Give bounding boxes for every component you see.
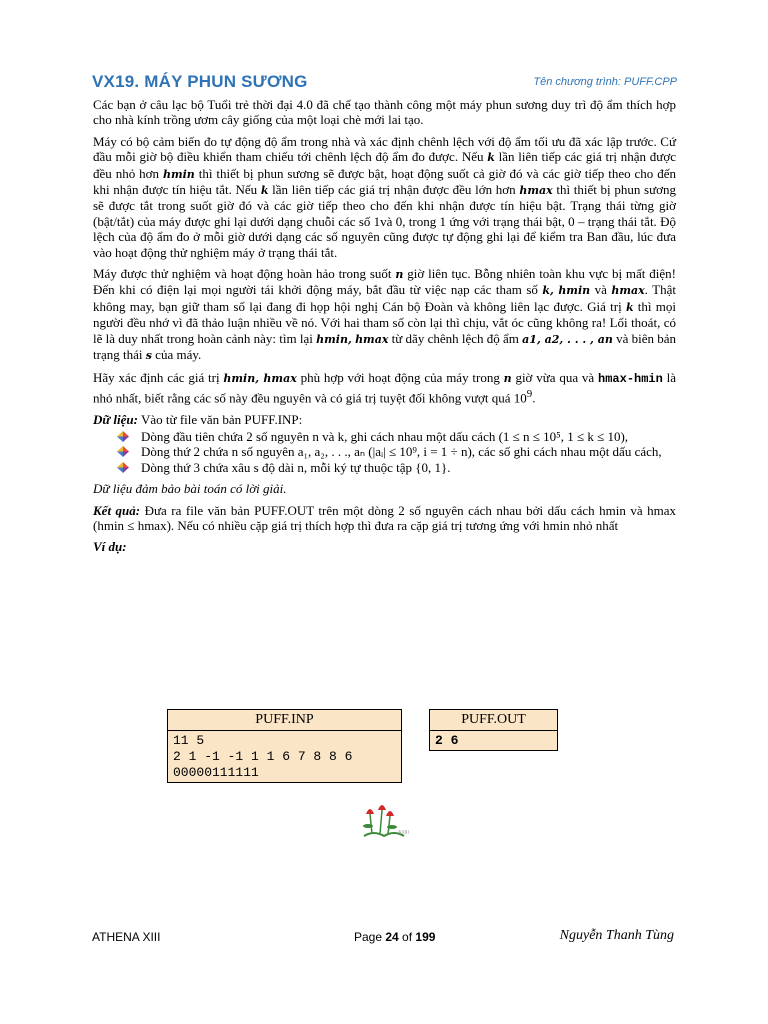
output-label: Kết quả: [93, 502, 141, 518]
sensor-paragraph [93, 134, 676, 260]
var-hmax: hmax [611, 284, 645, 298]
example-input-line: 2 1 -1 -1 1 1 6 7 8 8 6 [173, 749, 353, 764]
var-hmax: hmax [519, 184, 553, 198]
example-output-title: PUFF.OUT [430, 710, 557, 731]
var-hmin-hmax: hmin, hmax [223, 371, 297, 385]
page-prefix: Page [354, 930, 386, 944]
bullet-text: Dòng đầu tiên chứa 2 số nguyên n và k, ghi cách nhau một dấu cách (1 ≤ n ≤ 10⁵, 1 ≤ k ≤ 10), [141, 429, 629, 445]
example-input-line: 00000111111 [173, 765, 259, 780]
exponent: 9 [526, 387, 533, 400]
var-k: k [625, 300, 634, 314]
text-run: thì thiết bị phun sương sẽ được tắt trong suốt giờ đó và các giờ tiếp theo cho đến khi nhận được tín hiệu bật. Trạng thái từng giờ (bật/tắt) của máy được ghi lại dưới dạng chuỗi các số 1và 0, trong 1 ứng với trạng thái bật, 0 – trạng thái tắt. Độ lệch của độ ẩm đo ở mỗi giờ dưới dạng các số nguyên cũng được tự động ghi lại để kiểm tra Ban đầu, lúc đưa vào hoạt động thử nghiệm máy ở trạng thái tắt. [93, 182, 676, 260]
text-run: thì thiết bị phun sương sẽ được bật, hoạt động suốt cả giờ đó và các giờ tiếp theo cho đến khi nhận được tín hiệu tắt. Nếu [93, 165, 676, 198]
current-page: 24 [385, 930, 399, 944]
text-run: Hãy xác định các giá trị [93, 369, 224, 385]
text-run: lần liên tiếp các giá trị nhận được đều nhỏ hơn [93, 149, 676, 181]
text-run: Máy có bộ cảm biến đo tự động độ ẩm trong nhà và xác định chênh lệch với độ ẩm tối ưu đã xác lập trước. Cứ đầu mỗi giờ bộ điều khiển tham chiếu tới chênh lệch độ ẩm đo được. Nếu [93, 133, 676, 165]
bullet-item [93, 460, 676, 475]
var-k: k, [542, 284, 554, 298]
var-hmin: hmin, [316, 332, 352, 346]
var-k: k [487, 151, 495, 165]
outage-paragraph [93, 266, 676, 363]
pinwheel-bullet-icon [117, 462, 129, 473]
author-name: Nguyễn Thanh Tùng [559, 928, 674, 943]
input-spec [93, 412, 676, 427]
example-output-line: 2 6 [435, 733, 459, 748]
example-label: Ví dụ: [93, 539, 127, 555]
text-run: Máy được thử nghiệm và hoạt động hoàn hảo trong suốt [93, 266, 396, 282]
var-difference: hmax-hmin [598, 371, 663, 386]
problem-body [93, 97, 676, 561]
input-description: Vào từ file văn bản PUFF.INP: [137, 411, 303, 427]
bullet-item [93, 444, 676, 459]
output-description: Đưa ra file văn bản PUFF.OUT trên một dòng 2 số nguyên cách nhau bởi dấu cách hmin và hmax (hmin ≤ hmax). Nếu có nhiều cặp giá trị thích hợp thì đưa ra cặp giá trị tương ứng với hmin nhỏ nhất [93, 502, 676, 534]
svg-text:AXIII: AXIII [398, 830, 409, 836]
var-k: k [260, 184, 269, 198]
footer-left-label: ATHENA XIII [92, 930, 161, 944]
var-hmin: hmin [162, 167, 195, 181]
text-run: từ dãy chênh lệch độ ẩm [388, 330, 523, 346]
example-input-title: PUFF.INP [168, 710, 401, 731]
text-run: thì mọi người đều nhớ vì đã thảo luận nhiều về nó. Với hai tham số còn lại thì chịu, vắt óc cũng không ra! Lối thoát, có lẽ là duy nhất trong hoàn cảnh này: tìm lại [93, 298, 676, 346]
text-run: . [532, 390, 536, 406]
var-n: n [395, 268, 404, 282]
problem-title: VX19. MÁY PHUN SƯƠNG [92, 72, 308, 91]
guarantee-note: Dữ liệu đảm bảo bài toán có lời giải. [93, 481, 287, 497]
text-run: phù hợp với hoạt động của máy trong [296, 369, 504, 385]
text-run: . Thật không may, bạn giữ tham số lại đang đi họp hội nghị Cán bộ Đoàn và không liên lạc được. Giá trị [93, 282, 676, 314]
text-run: và [590, 282, 612, 298]
var-sequence-a: a1, a2, . . . , an [522, 332, 613, 346]
bullet-text: Dòng thứ 2 chứa n số nguyên a₁, a₂, . . ., aₙ (|aᵢ| ≤ 10⁹, i = 1 ÷ n), các số ghi cách nhau một dấu cách, [141, 444, 662, 460]
input-label: Dữ liệu: [93, 411, 138, 427]
bullet-item [93, 429, 676, 444]
var-hmax: hmax [355, 332, 389, 346]
text-run: giờ liên tục. Bỗng nhiên toàn khu vực bị mất điện! Đến khi có điện lại mọi người tái khởi động máy, bắt đầu từ việc nạp các tham số [93, 266, 676, 298]
pinwheel-bullet-icon [117, 446, 129, 457]
text-run: lần liên tiếp các giá trị nhận được đều lớn hơn [268, 182, 520, 198]
page-number [354, 930, 435, 944]
text-run: của máy. [151, 347, 202, 363]
example-input-line: 11 5 [173, 733, 205, 748]
var-n: n [503, 371, 512, 385]
flower-logo-icon [354, 800, 414, 840]
text-run: và biên bản trạng thái [93, 330, 677, 363]
output-spec [93, 503, 676, 534]
title-row [92, 72, 677, 94]
example-input-box [167, 709, 402, 783]
task-paragraph [93, 370, 676, 406]
var-s: s [145, 349, 152, 363]
input-bullet-list [93, 429, 676, 475]
text-run: là nhỏ nhất, biết rằng các số này đều nguyên và có giá trị tuyệt đối không vượt quá 10 [93, 369, 677, 406]
var-hmin: hmin [558, 284, 591, 298]
text-run: giờ vừa qua và [511, 369, 599, 385]
example-output-box [429, 709, 558, 751]
page-mid: of [398, 930, 416, 944]
program-name: Tên chương trình: PUFF.CPP [533, 76, 677, 88]
pinwheel-bullet-icon [117, 431, 129, 442]
intro-paragraph: Các bạn ở câu lạc bộ Tuổi trẻ thời đại 4.0 đã chế tạo thành công một máy phun sương duy trì độ ẩm thích hợp cho nhà kính trồng ươm cây giống của một loại chè mới lai tạo. [93, 97, 676, 128]
total-pages: 199 [415, 930, 436, 944]
bullet-text: Dòng thứ 3 chứa xâu s độ dài n, mỗi ký tự thuộc tập {0, 1}. [141, 459, 451, 475]
